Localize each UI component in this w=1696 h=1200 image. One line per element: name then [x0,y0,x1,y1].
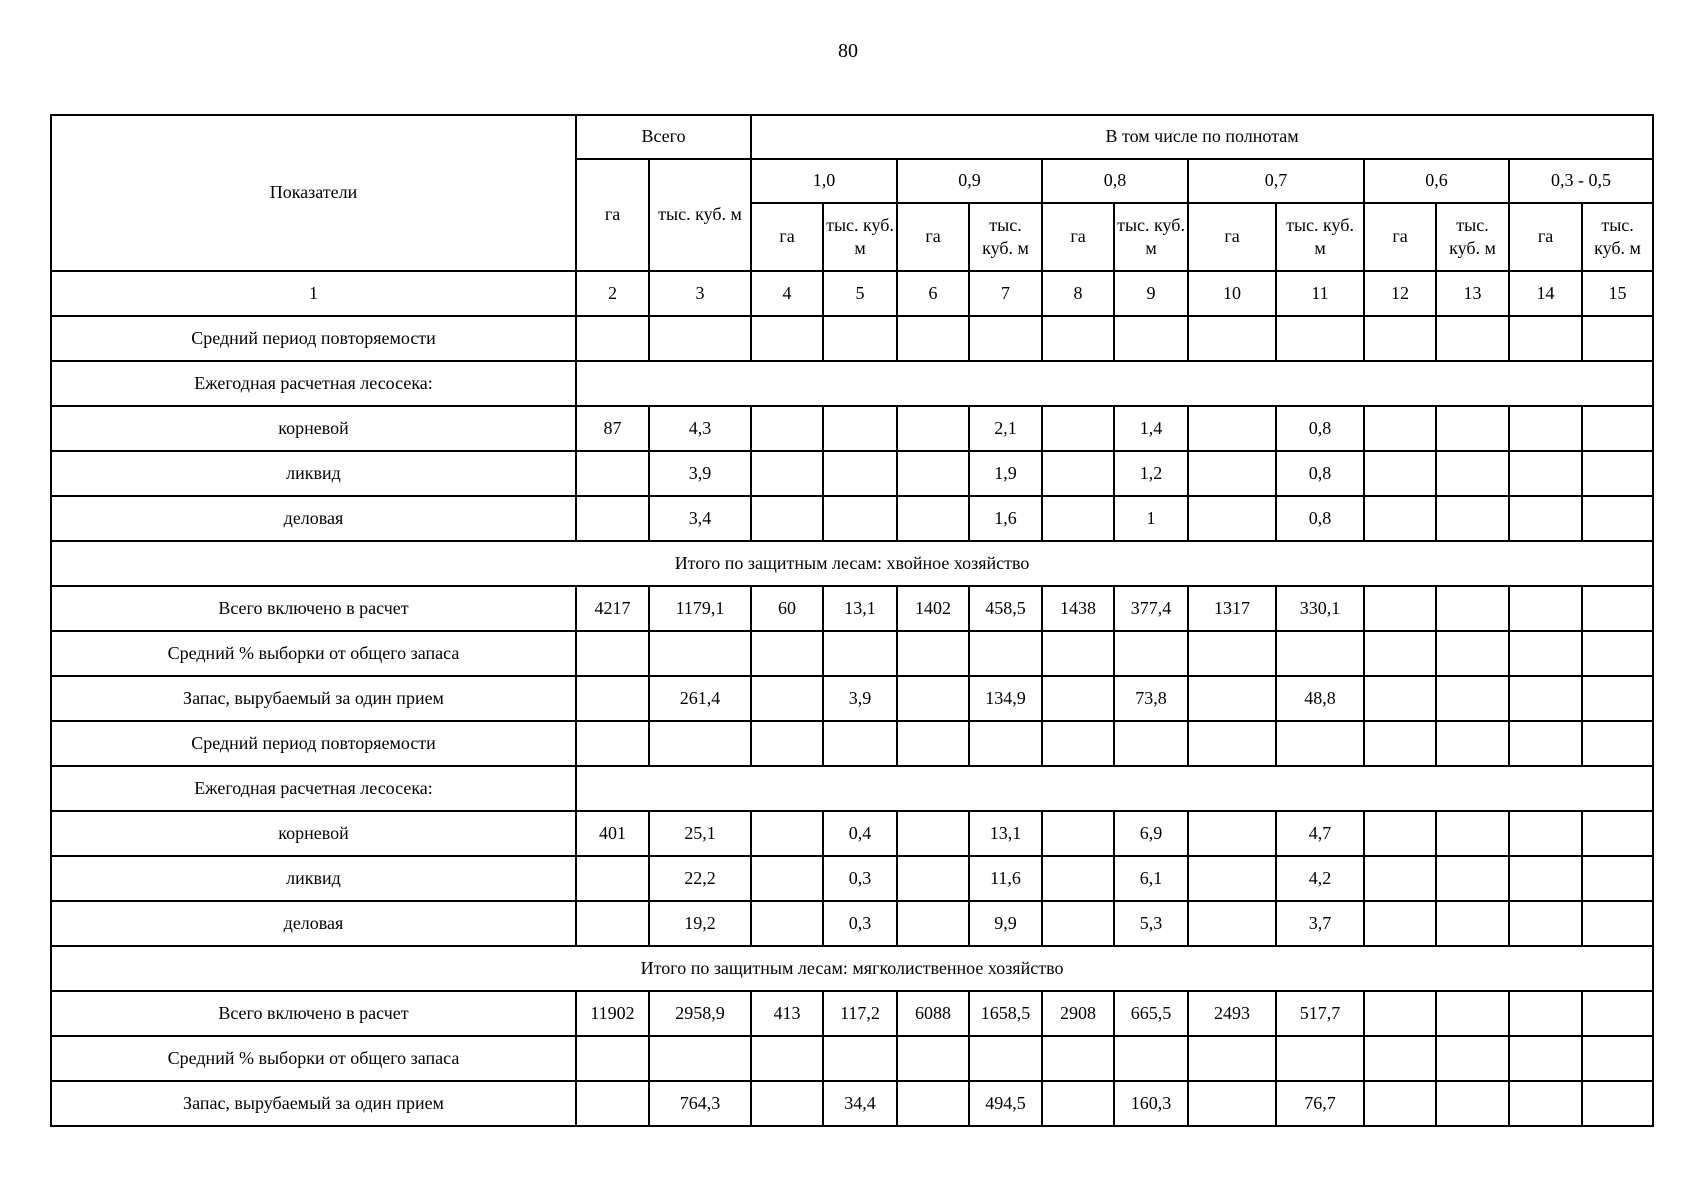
table-cell: 377,4 [1114,586,1188,631]
table-cell [897,496,969,541]
table-cell [1276,1036,1364,1081]
table-cell [1509,901,1582,946]
column-number: 12 [1364,271,1436,316]
header-total-ha: га [576,159,649,271]
table-cell [1042,631,1114,676]
table-cell [1582,1081,1653,1126]
table-cell [1582,721,1653,766]
table-cell [1582,901,1653,946]
table-row [51,1036,1653,1081]
table-cell [751,406,823,451]
table-cell [897,676,969,721]
table-cell [897,451,969,496]
table-row [51,901,1653,946]
table-cell [1042,1036,1114,1081]
page-number: 80 [838,40,858,62]
row-label: Средний % выборки от общего запаса [51,631,576,676]
table-cell: 3,9 [823,676,897,721]
table-row [51,451,1653,496]
table-cell [1364,676,1436,721]
table-cell [576,856,649,901]
table-body [51,316,1653,1126]
table-cell [969,631,1042,676]
table-cell: 330,1 [1276,586,1364,631]
table-cell: 413 [751,991,823,1036]
table-cell [1436,586,1509,631]
table-cell [1364,451,1436,496]
row-label: ликвид [51,856,576,901]
table-cell [1188,901,1276,946]
table-cell [823,496,897,541]
table-cell [576,676,649,721]
table-cell [897,406,969,451]
table-cell [751,1036,823,1081]
table-cell [649,631,751,676]
table-cell [1042,901,1114,946]
table-cell [751,316,823,361]
row-label: Ежегодная расчетная лесосека: [51,766,576,811]
table-cell [1364,811,1436,856]
table-cell: 4,3 [649,406,751,451]
table-cell [1188,676,1276,721]
header-unit-ha: га [1509,203,1582,271]
table-cell [751,1081,823,1126]
table-cell [1509,811,1582,856]
table-row [51,856,1653,901]
table-cell [1509,676,1582,721]
column-number: 8 [1042,271,1114,316]
table-cell [1509,991,1582,1036]
table-row [51,496,1653,541]
table-cell [1436,406,1509,451]
table-cell [1364,496,1436,541]
table-cell: 2958,9 [649,991,751,1036]
column-number: 6 [897,271,969,316]
header-density: 0,7 [1188,159,1364,203]
header-unit-volume: тыс. куб. м [969,203,1042,271]
table-row [51,586,1653,631]
forest-cutting-table [50,114,1654,1127]
table-cell: 134,9 [969,676,1042,721]
table-cell [1582,1036,1653,1081]
table-cell [1582,451,1653,496]
table-cell: 458,5 [969,586,1042,631]
table-cell [1436,631,1509,676]
table-row [51,676,1653,721]
table-cell: 34,4 [823,1081,897,1126]
header-density: 1,0 [751,159,897,203]
table-cell [649,1036,751,1081]
table-cell [1436,451,1509,496]
table-cell [1188,1036,1276,1081]
table-cell [1188,811,1276,856]
merged-empty-cell [576,766,1653,811]
header-unit-volume: тыс. куб. м [1114,203,1188,271]
table-cell [1509,631,1582,676]
table-cell: 2908 [1042,991,1114,1036]
table-cell [1509,451,1582,496]
table-cell [1042,676,1114,721]
header-row-top [51,115,1653,159]
row-label: Запас, вырубаемый за один прием [51,676,576,721]
table-cell [1582,991,1653,1036]
table-cell [1276,316,1364,361]
table-cell [823,721,897,766]
table-cell [751,676,823,721]
table-cell [1188,496,1276,541]
table-cell [1364,721,1436,766]
table-cell: 13,1 [823,586,897,631]
row-label: Всего включено в расчет [51,586,576,631]
table-cell [1582,676,1653,721]
table-cell [1582,856,1653,901]
header-total: Всего [576,115,751,159]
table-cell [576,1036,649,1081]
table-cell [897,856,969,901]
column-number: 2 [576,271,649,316]
table-cell [1188,631,1276,676]
table-cell [1042,721,1114,766]
table-cell [1582,586,1653,631]
table-cell: 13,1 [969,811,1042,856]
column-number: 14 [1509,271,1582,316]
column-number: 15 [1582,271,1653,316]
table-cell: 0,8 [1276,451,1364,496]
table-cell: 19,2 [649,901,751,946]
table-cell [1364,901,1436,946]
header-unit-volume: тыс. куб. м [823,203,897,271]
table-cell: 2493 [1188,991,1276,1036]
row-label: корневой [51,811,576,856]
column-number: 13 [1436,271,1509,316]
table-cell: 4,7 [1276,811,1364,856]
header-unit-ha: га [1364,203,1436,271]
table-cell [897,1036,969,1081]
table-cell [1042,811,1114,856]
header-unit-ha: га [1188,203,1276,271]
table-cell: 4,2 [1276,856,1364,901]
table-cell: 1317 [1188,586,1276,631]
table-cell: 4217 [576,586,649,631]
table-cell [1509,1081,1582,1126]
table-row [51,316,1653,361]
table-cell [1364,991,1436,1036]
row-label: Средний период повторяемости [51,316,576,361]
table-cell [1188,316,1276,361]
row-label: Средний период повторяемости [51,721,576,766]
table-cell: 6,1 [1114,856,1188,901]
table-cell [1042,406,1114,451]
header-density: 0,9 [897,159,1042,203]
table-cell: 764,3 [649,1081,751,1126]
table-cell: 665,5 [1114,991,1188,1036]
table-cell [1509,496,1582,541]
table-row [51,766,1653,811]
table-cell: 25,1 [649,811,751,856]
table-cell: 517,7 [1276,991,1364,1036]
table-cell: 1438 [1042,586,1114,631]
table-cell: 0,4 [823,811,897,856]
table-cell [1436,316,1509,361]
table-cell [1188,856,1276,901]
table-cell [823,316,897,361]
header-density: 0,3 - 0,5 [1509,159,1653,203]
table-cell [1364,586,1436,631]
table-cell [969,1036,1042,1081]
table-cell [1364,1081,1436,1126]
table-cell: 11902 [576,991,649,1036]
table-cell [1364,631,1436,676]
table-cell: 73,8 [1114,676,1188,721]
row-label: Средний % выборки от общего запаса [51,1036,576,1081]
table-cell: 1,4 [1114,406,1188,451]
column-number: 9 [1114,271,1188,316]
table-cell [1509,316,1582,361]
table-cell [751,496,823,541]
table-cell [823,406,897,451]
column-number: 11 [1276,271,1364,316]
header-density: 0,8 [1042,159,1188,203]
table-cell: 0,8 [1276,496,1364,541]
table-cell [649,316,751,361]
table-cell [1042,316,1114,361]
table-cell [897,316,969,361]
table-cell [1436,676,1509,721]
row-label: деловая [51,901,576,946]
table-cell [1509,406,1582,451]
table-cell [1582,811,1653,856]
table-cell [897,631,969,676]
table-cell: 401 [576,811,649,856]
row-label: ликвид [51,451,576,496]
table-cell: 9,9 [969,901,1042,946]
row-label: деловая [51,496,576,541]
table-row [51,406,1653,451]
row-label: корневой [51,406,576,451]
table-cell: 1179,1 [649,586,751,631]
table-cell [1042,856,1114,901]
table-cell [751,631,823,676]
table-cell [1188,1081,1276,1126]
table-cell [1436,1036,1509,1081]
table-cell [1509,721,1582,766]
table-cell [1436,1081,1509,1126]
table-cell [576,1081,649,1126]
table-cell [897,1081,969,1126]
header-unit-volume: тыс. куб. м [1276,203,1364,271]
section-title: Итого по защитным лесам: хвойное хозяйство [51,541,1653,586]
table-cell: 11,6 [969,856,1042,901]
table-cell: 76,7 [1276,1081,1364,1126]
table-cell [751,811,823,856]
table-cell: 6088 [897,991,969,1036]
column-number: 3 [649,271,751,316]
table-cell [751,451,823,496]
table-cell [1436,811,1509,856]
table-cell [1436,496,1509,541]
table-cell [1364,1036,1436,1081]
row-label: Запас, вырубаемый за один прием [51,1081,576,1126]
table-cell [1364,316,1436,361]
table-cell [1436,856,1509,901]
table-cell [576,631,649,676]
table-cell [969,721,1042,766]
table-cell [1509,856,1582,901]
table-cell [1114,316,1188,361]
table-cell [1582,496,1653,541]
table-cell [649,721,751,766]
table-cell: 1402 [897,586,969,631]
table-cell: 494,5 [969,1081,1042,1126]
table-cell [1042,451,1114,496]
table-cell: 1,2 [1114,451,1188,496]
table-cell [576,496,649,541]
row-label: Ежегодная расчетная лесосека: [51,361,576,406]
table-cell: 0,3 [823,856,897,901]
table-row [51,946,1653,991]
table-cell: 87 [576,406,649,451]
table-cell [823,1036,897,1081]
header-total-volume: тыс. куб. м [649,159,751,271]
table-cell [1436,991,1509,1036]
table-cell [1436,721,1509,766]
table-cell: 6,9 [1114,811,1188,856]
table-cell [1276,631,1364,676]
header-unit-volume: тыс. куб. м [1436,203,1509,271]
table-cell [823,451,897,496]
header-including-by-density: В том числе по полнотам [751,115,1653,159]
table-cell [897,721,969,766]
table-row [51,541,1653,586]
header-unit-ha: га [897,203,969,271]
column-number: 10 [1188,271,1276,316]
header-unit-ha: га [751,203,823,271]
table-cell [897,811,969,856]
table-cell: 5,3 [1114,901,1188,946]
header-unit-ha: га [1042,203,1114,271]
table-cell [1582,316,1653,361]
table-cell [576,901,649,946]
header-unit-volume: тыс. куб. м [1582,203,1653,271]
table-cell: 0,3 [823,901,897,946]
table-cell [1188,721,1276,766]
table-cell [1114,721,1188,766]
table-cell [576,721,649,766]
table-cell: 1,6 [969,496,1042,541]
header-density: 0,6 [1364,159,1509,203]
column-number: 4 [751,271,823,316]
table-cell: 3,7 [1276,901,1364,946]
column-numbers-row [51,271,1653,316]
table-cell [1436,901,1509,946]
table-cell [1042,1081,1114,1126]
table-row [51,631,1653,676]
section-title: Итого по защитным лесам: мягколиственное хозяйство [51,946,1653,991]
table-cell [751,901,823,946]
table-cell: 160,3 [1114,1081,1188,1126]
table-row [51,991,1653,1036]
table-cell [576,316,649,361]
table-row [51,361,1653,406]
table-cell [897,901,969,946]
table-cell [1582,631,1653,676]
header-indicators: Показатели [51,115,576,271]
table-cell [1114,1036,1188,1081]
row-label: Всего включено в расчет [51,991,576,1036]
table-cell [1582,406,1653,451]
table-cell [1276,721,1364,766]
table-row [51,721,1653,766]
table-cell [1042,496,1114,541]
table-cell [1364,406,1436,451]
table-cell [751,721,823,766]
table-cell: 22,2 [649,856,751,901]
table-cell [1364,856,1436,901]
column-number: 5 [823,271,897,316]
table-cell: 2,1 [969,406,1042,451]
table-cell: 48,8 [1276,676,1364,721]
table-cell: 1658,5 [969,991,1042,1036]
merged-empty-cell [576,361,1653,406]
column-number: 7 [969,271,1042,316]
table-cell [1509,586,1582,631]
table-cell: 261,4 [649,676,751,721]
table-cell: 3,9 [649,451,751,496]
table-cell: 60 [751,586,823,631]
table-cell: 3,4 [649,496,751,541]
table-cell [1509,1036,1582,1081]
table-cell [1188,406,1276,451]
table-cell [823,631,897,676]
table-cell [751,856,823,901]
table-cell [576,451,649,496]
column-number: 1 [51,271,576,316]
table-cell: 0,8 [1276,406,1364,451]
table-cell: 117,2 [823,991,897,1036]
table-cell [1188,451,1276,496]
table-row [51,1081,1653,1126]
table-cell: 1 [1114,496,1188,541]
table-row [51,811,1653,856]
table-cell [1114,631,1188,676]
table-cell: 1,9 [969,451,1042,496]
table-cell [969,316,1042,361]
